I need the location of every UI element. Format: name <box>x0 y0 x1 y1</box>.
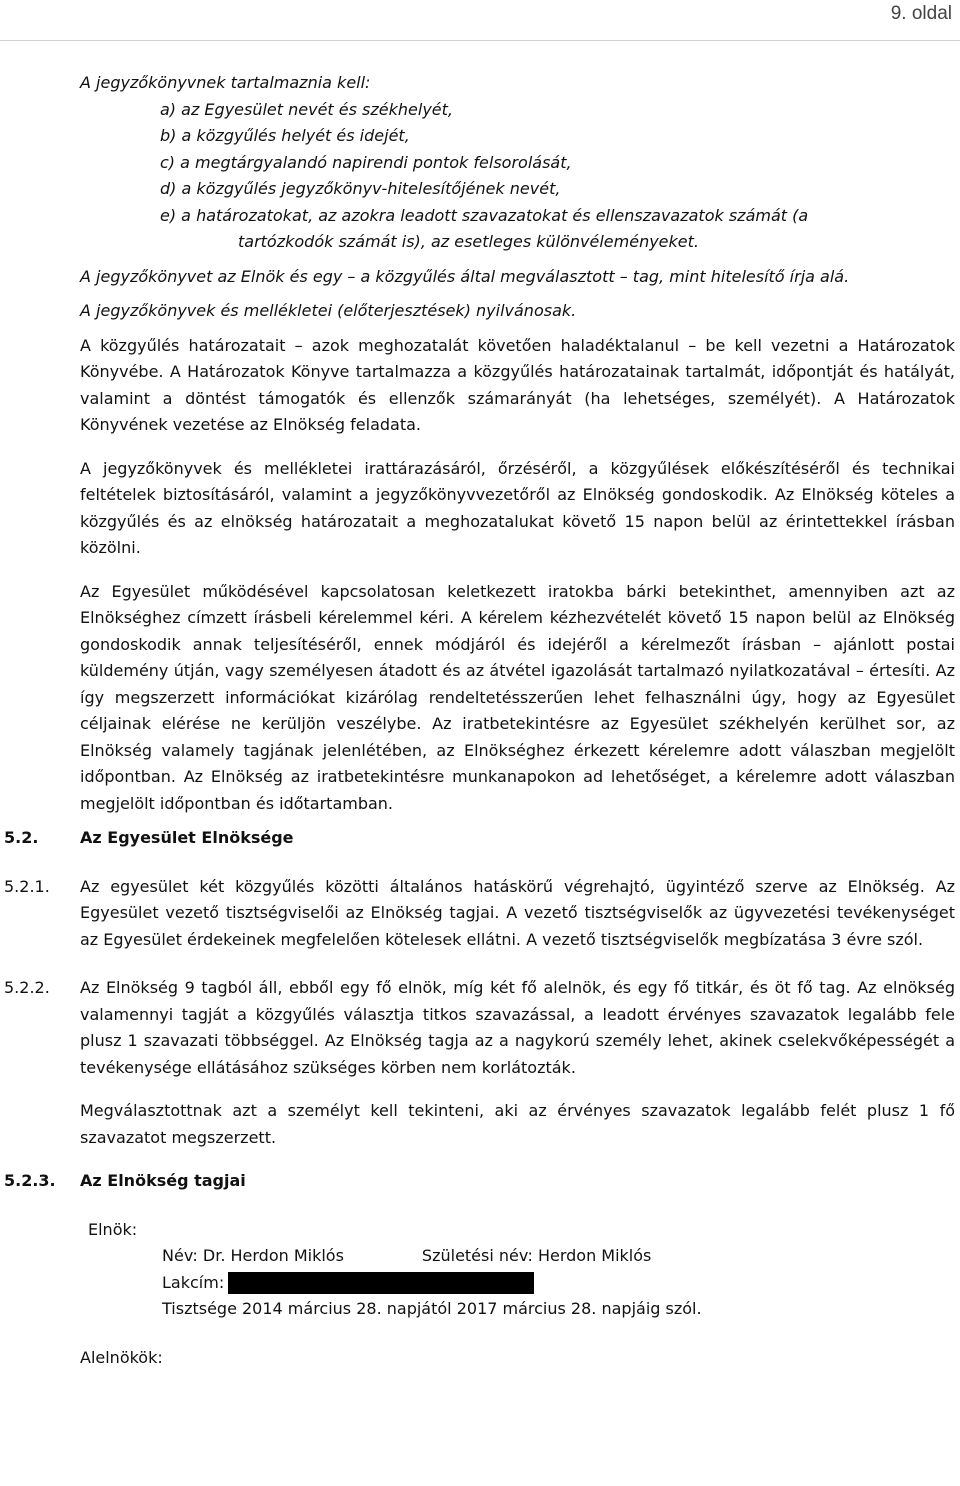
paragraph-document-inspection: Az Egyesület működésével kapcsolatosan keletkezett iratokba bárki betekinthet, amennyiben azt az Elnökséghez címzett írásbeli kérelemmel kéri. A kérelem kézhezvételét követő 15 napon belül az Elnökség gondoskodik annak teljesítéséről, ennek módjáról és idejéről a kérelmezőt írásban – ajánlott postai küldemény útján, vagy személyesen átadott és az átvétel igazolását tartalmazó nyilatkozatával – értesíti. Az így megszerzett információkat kizárólag rendeltetésszerűen lehet felhasználni úgy, hogy az Egyesület céljainak elérése ne kerüljön veszélybe. Az iratbetekintésre az Egyesület székhelyén kerülhet sor, az Elnökség valamely tagjának jelenlétében, az Elnökséghez érkezett kérelemre adott válaszban megjelölt időpontban. Az Elnökség az iratbetekintésre munkanapokon ad lehetőséget, a kérelemre adott válaszban megjelölt időpontban és időtartamban. <box>80 581 955 813</box>
minutes-list <box>160 97 955 256</box>
section-number: 5.2.1. <box>4 876 50 896</box>
section-text: Az Elnökség 9 tagból áll, ebből egy fő elnök, míg két fő alelnök, és egy fő titkár, és öt fő tag. Az elnökség valamennyi tagját a közgyűlés választja titkos szavazással, a leadott érvényes szavazatok legalább fele plusz 1 szavazati többséggel. Az Elnökség tagja az a nagykorú személy lehet, akinek cselekvőképességét a tevékenysége ellátásához szükséges körben nem korlátozták. <box>80 978 955 1077</box>
address-label: Lakcím: <box>162 1272 225 1292</box>
minutes-intro: A jegyzőkönyvnek tartalmaznia kell: <box>80 73 371 92</box>
section-5-2-3 <box>4 1168 955 1195</box>
section-text: Az egyesület két közgyűlés közötti általános hatáskörű végrehajtó, ügyintéző szerve az Elnökség. Az Egyesület vezető tisztségviselői az Elnökség tagjai. A vezető tisztségviselők az ügyvezetési tevékenységet az Egyesület érdekeinek megfelelően kötelesek ellátni. A vezető tisztségviselők megbízatása 3 évre szól. <box>80 876 955 949</box>
section-text-elected: Megválasztottnak azt a személyt kell tekinteni, aki az érvényes szavazatok legalább felét plusz 1 fő szavazatot megszerzett. <box>80 1101 955 1147</box>
list-item: c) a megtárgyalandó napirendi pontok felsorolását, <box>160 152 572 172</box>
section-5-2 <box>4 825 955 852</box>
section-5-2-1 <box>4 874 955 954</box>
paragraph-archiving: A jegyzőkönyvek és mellékletei irattárazásáról, őrzéséről, a közgyűlések előkészítéséről és technikai feltételek biztosításáról, valamint a jegyzőkönyvvezetőről az Elnökség gondoskodik. Az Elnökség köteles a közgyűlés és az elnökség határozatait a meghozatalukat követő 15 napon belül az érintettekkel írásban közölni. <box>80 458 955 557</box>
president-block <box>88 1217 955 1323</box>
list-item: d) a közgyűlés jegyzőkönyv-hitelesítőjének nevét, <box>160 179 561 198</box>
president-address-row <box>162 1270 955 1297</box>
paragraph-resolutions-book: A közgyűlés határozatait – azok meghozatalát követően haladéktalanul – be kell vezetni a Határozatok Könyvébe. A Határozatok Könyve tartalmazza a közgyűlés határozatainak tartalmát, időpontját és hatályát, valamint a döntést támogatók és ellenzők számarányát (ha lehetséges, személyét). A Határozatok Könyvének vezetése az Elnökség feladata. <box>80 335 955 434</box>
vice-presidents-role: Alelnökök: <box>80 1347 163 1367</box>
list-item: a) az Egyesület nevét és székhelyét, <box>160 99 453 119</box>
redacted-address <box>228 1272 534 1294</box>
section-number: 5.2. <box>4 828 39 847</box>
list-item: b) a közgyűlés helyét és idejét, <box>160 126 410 145</box>
section-number: 5.2.3. <box>4 1171 56 1190</box>
page-number: 9. oldal <box>890 3 952 24</box>
president-details <box>162 1243 955 1323</box>
president-name-row <box>162 1243 955 1270</box>
list-item: e) a határozatokat, az azokra leadott szavazatokat és ellenszavazatok számát (a <box>160 205 809 225</box>
president-birth-name: Születési név: Herdon Miklós <box>421 1246 652 1265</box>
section-title: Az Egyesület Elnöksége <box>80 828 294 847</box>
section-5-2-2 <box>4 975 955 1151</box>
paragraph-public: A jegyzőkönyvek és mellékletei (előterjesztések) nyilvánosak. <box>80 301 577 320</box>
section-number: 5.2.2. <box>4 978 50 997</box>
list-item-continuation: tartózkodók számát is), az esetleges különvéleményeket. <box>238 232 699 251</box>
paragraph-signature: A jegyzőkönyvet az Elnök és egy – a közgyűlés által megválasztott – tag, mint hitelesítő írja alá. <box>80 266 850 286</box>
page-header <box>0 0 960 41</box>
president-role: Elnök: <box>88 1219 138 1239</box>
document-body <box>4 70 955 1371</box>
section-title: Az Elnökség tagjai <box>80 1171 246 1190</box>
president-name: Név: Dr. Herdon Miklós <box>162 1246 344 1265</box>
president-term: Tisztsége 2014 március 28. napjától 2017 március 28. napjáig szól. <box>162 1299 702 1318</box>
